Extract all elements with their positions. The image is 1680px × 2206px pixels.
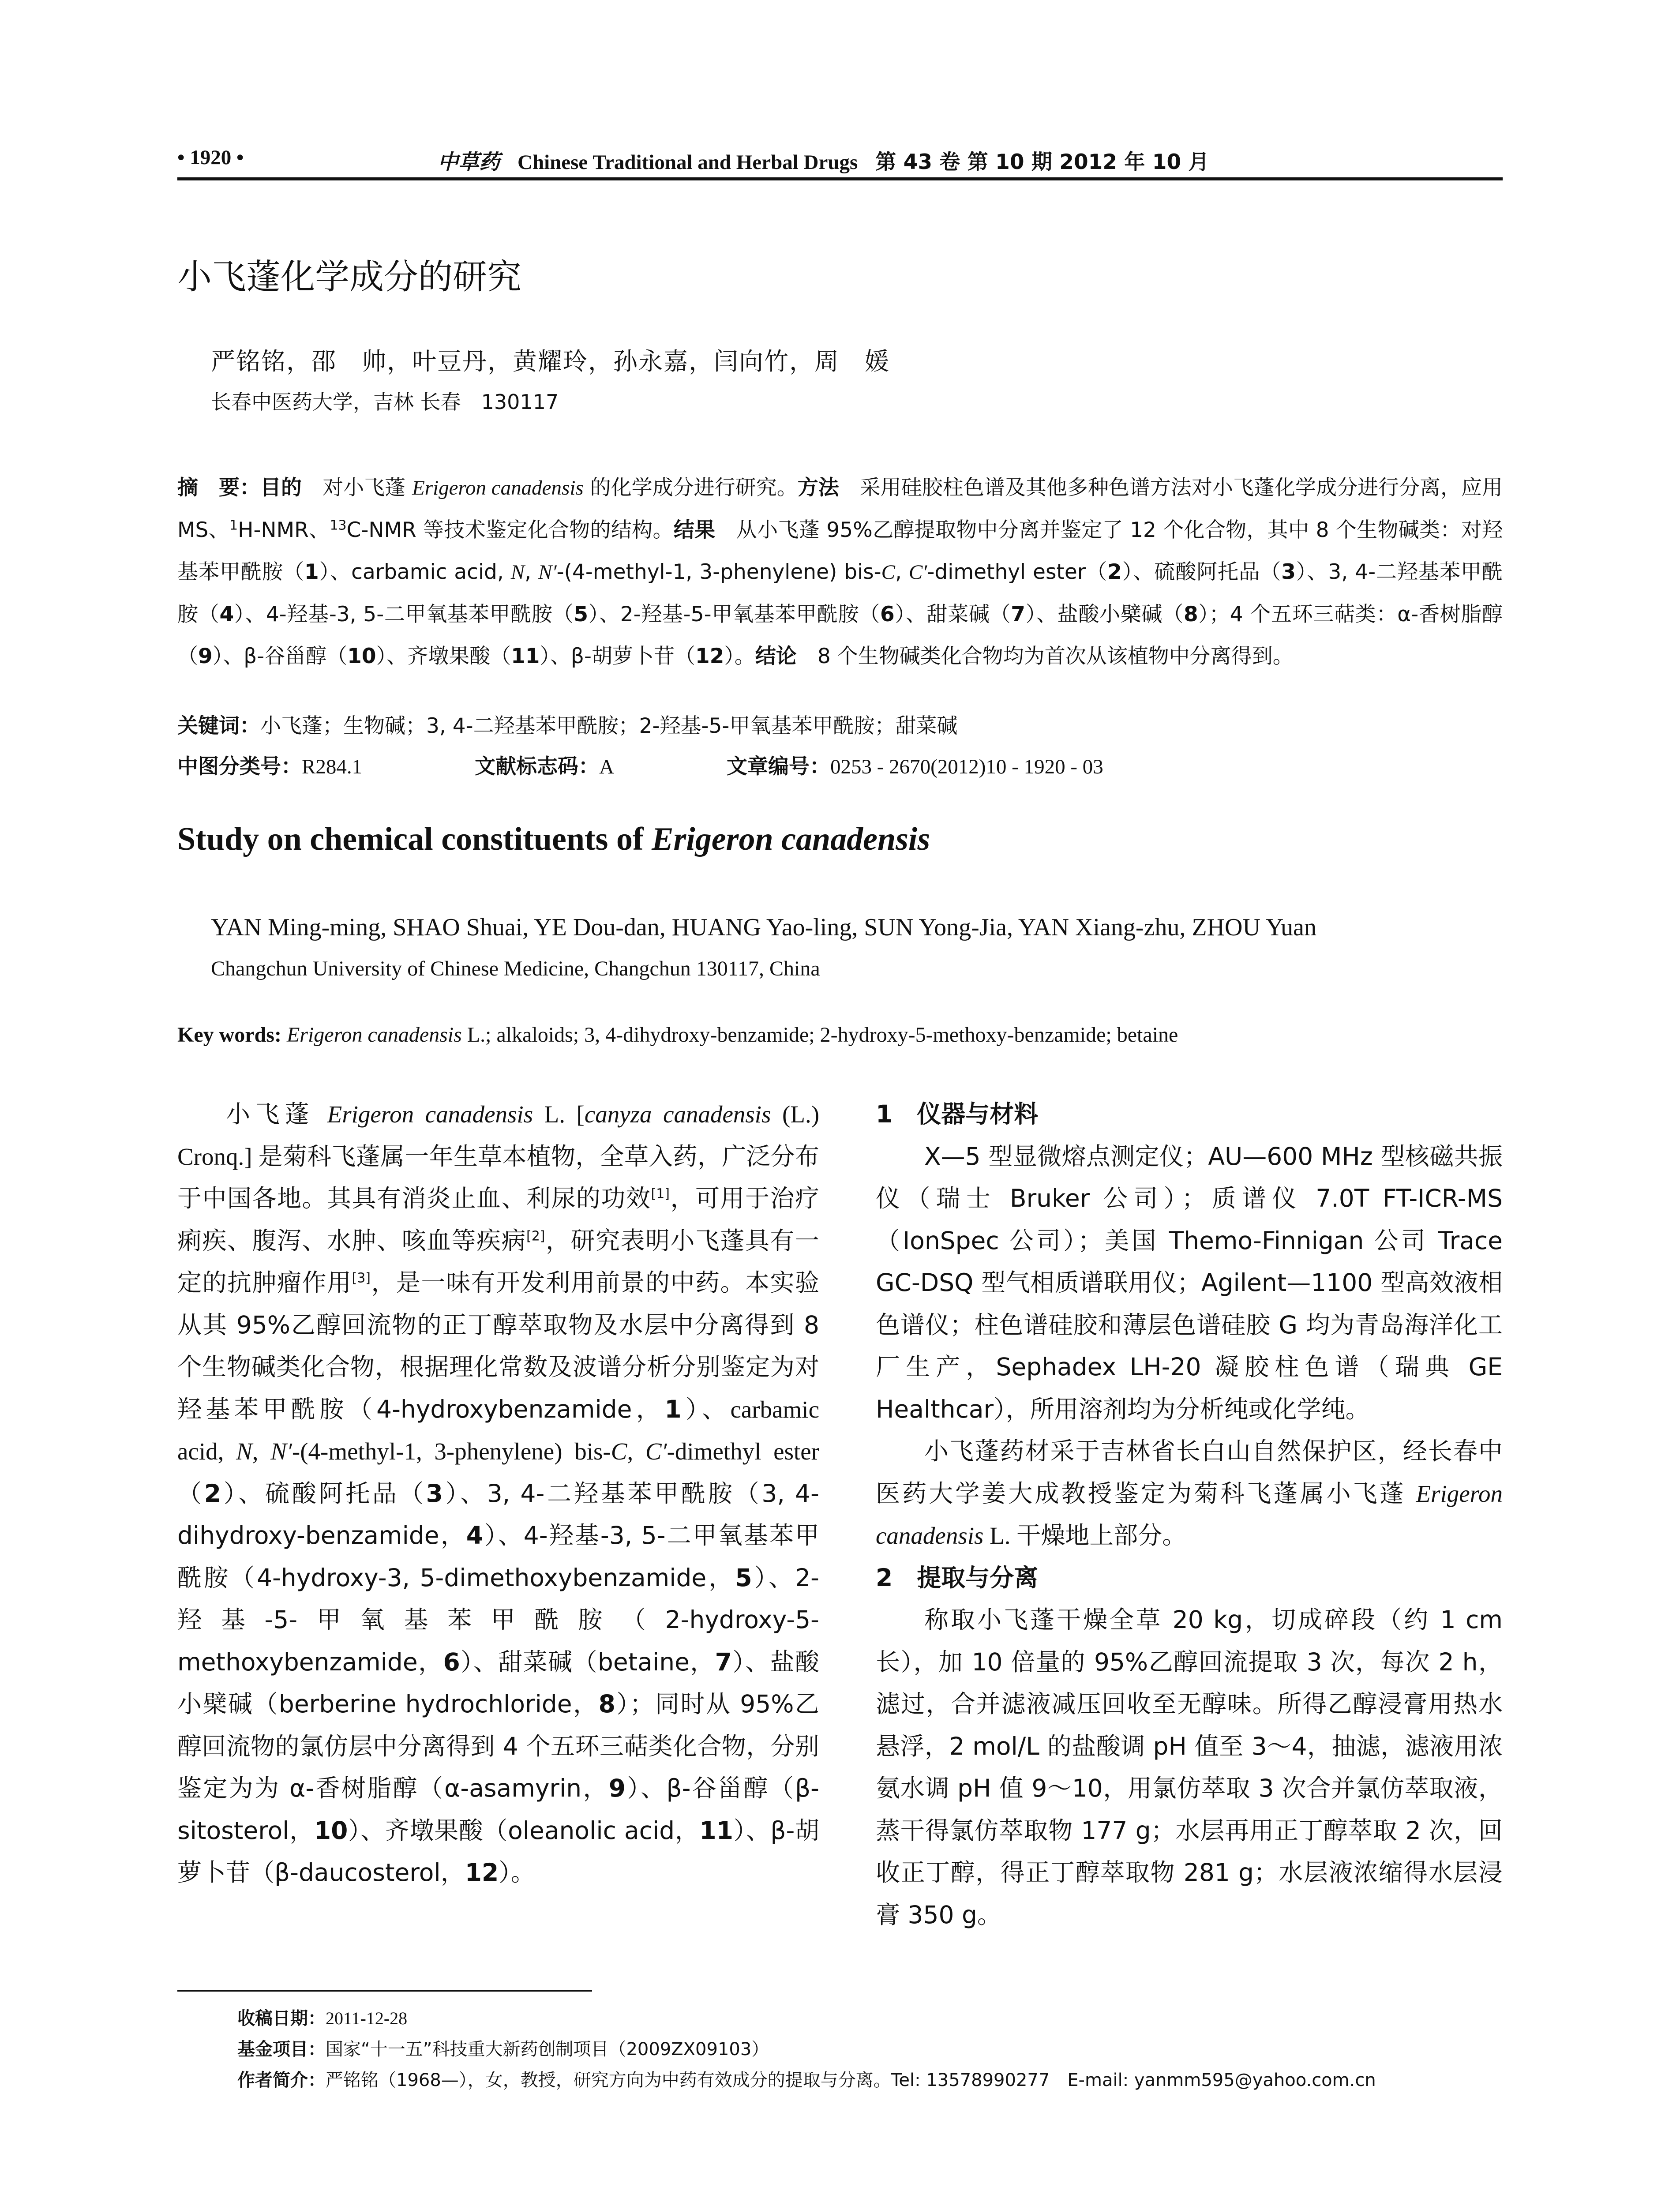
section-1-heading: 1 仪器与材料 — [876, 1100, 1039, 1128]
journal-name-cn: 中草药 — [438, 150, 500, 174]
footnote-rule — [177, 1990, 592, 1992]
doc-code: 文献标志码：A — [475, 754, 615, 779]
section-1-paragraph-1: X—5 型显微熔点测定仪；AU—600 MHz 型核磁共振仪（瑞士 Bruker 公司）；质谱仪 7.0T FT-ICR-MS（IonSpec 公司）；美国 Themo-Finnigan 公司 Trace GC-DSQ 型气相质谱联用仪；Agilent—1100 型高效液相色谱仪；柱色谱硅胶和薄层色谱硅胶 G 均为青岛海洋化工厂生产，Sephadex LH-20 凝胶柱色谱（瑞典 GE Healthcar），所用溶剂均为分析纯或化学纯。 — [876, 1142, 1503, 1423]
title-cn: 小飞蓬化学成分的研究 — [177, 257, 522, 297]
title-en: Study on chemical constituents of Erigeron canadensis — [177, 821, 930, 857]
body-column-left — [177, 1093, 819, 1894]
authors-cn: 严铭铭，邵 帅，叶豆丹，黄耀玲，孙永嘉，闫向竹，周 媛 — [211, 347, 890, 375]
keywords-en: Key words: Erigeron canadensis L.; alkaloids; 3, 4-dihydroxy-benzamide; 2-hydroxy-5-methoxy-benzamide; betaine — [177, 1023, 1178, 1047]
article-number: 文章编号：0253 - 2670(2012)10 - 1920 - 03 — [726, 754, 1103, 779]
section-2-paragraph-1: 称取小飞蓬干燥全草 20 kg，切成碎段（约 1 cm 长），加 10 倍量的 95%乙醇回流提取 3 次，每次 2 h，滤过，合并滤液减压回收至无醇味。所得乙醇浸膏用热水悬浮，2 mol/L 的盐酸调 pH 值至 3～4，抽滤，滤液用浓氨水调 pH 值 9～10，用氯仿萃取 3 次合并氯仿萃取液，蒸干得氯仿萃取物 177 g；水层再用正丁醇萃取 2 次，回收正丁醇，得正丁醇萃取物 281 g；水层液浓缩得水层浸膏 350 g。 — [876, 1606, 1503, 1929]
footnote-fund: 基金项目：国家“十一五”科技重大新药创制项目（2009ZX09103） — [237, 2039, 769, 2060]
authors-en: YAN Ming-ming, SHAO Shuai, YE Dou-dan, HUANG Yao-ling, SUN Yong-Jia, YAN Xiang-zhu, ZHOU Yuan — [211, 914, 1316, 941]
journal-name-en: Chinese Traditional and Herbal Drugs — [518, 151, 858, 174]
page-number: • 1920 • — [177, 146, 244, 169]
affiliation-cn: 长春中医药大学，吉林 长春 130117 — [211, 390, 559, 414]
intro-paragraph: 小飞蓬 Erigeron canadensis L. [canyza canadensis (L.) Cronq.] 是菊科飞蓬属一年生草本植物，全草入药，广泛分布于中国各地。其具有消炎止血、利尿的功效[1]，可用于治疗痢疾、腹泻、水肿、咳血等疾病[2]，研究表明小飞蓬具有一定的抗肿瘤作用[3]，是一味有开发利用前景的中药。本实验从其 95%乙醇回流物的正丁醇萃取物及水层中分离得到 8 个生物碱类化合物，根据理化常数及波谱分析分别鉴定为对羟基苯甲酰胺（4-hydroxybenzamide，1）、carbamic acid, N, N′-(4-methyl-1, 3-phenylene) bis-C, C′-dimethyl ester（2）、硫酸阿托品（3）、3, 4-二羟基苯甲酰胺（3, 4-dihydroxy-benzamide，4）、4-羟基-3, 5-二甲氧基苯甲酰胺（4-hydroxy-3, 5-dimethoxybenzamide，5）、2-羟基-5-甲氧基苯甲酰胺（2-hydroxy-5-methoxybenzamide，6）、甜菜碱（betaine，7）、盐酸小檗碱（berberine hydrochloride，8）；同时从 95%乙醇回流物的氯仿层中分离得到 4 个五环三萜类化合物，分别鉴定为为 α-香树脂醇（α-asamyrin，9）、β-谷甾醇（β-sitosterol，10）、齐墩果酸（oleanolic acid，11）、β-胡萝卜苷（β-daucosterol，12）。 — [177, 1100, 820, 1887]
body-column-right — [876, 1093, 1503, 1936]
footnotes — [237, 2003, 1376, 2096]
clc-code: 中图分类号：R284.1 — [177, 754, 363, 779]
affiliation-en: Changchun University of Chinese Medicine, Changchun 130117, China — [211, 957, 820, 980]
footnote-author: 作者简介：严铭铭（1968—），女，教授，研究方向为中药有效成分的提取与分离。Tel: 13578990277 E-mail: yanmm595@yahoo.com.cn — [237, 2070, 1376, 2090]
header-rule — [177, 177, 1503, 180]
abstract-cn: 摘 要：目的 对小飞蓬 Erigeron canadensis 的化学成分进行研究。方法 采用硅胶柱色谱及其他多种色谱方法对小飞蓬化学成分进行分离，应用 MS、$^1$H-NMR、$^{13}$C-NMR 等技术鉴定化合物的结构。结果 从小飞蓬 95%乙醇提取物中分离并鉴定了 12 个化合物，其中 8 个生物碱类：对羟基苯甲酰胺（1）、carbamic acid, N, N′-(4-methyl-1, 3-phenylene) bis-C, C′-dimethyl ester（2）、硫酸阿托品（3）、3, 4-二羟基苯甲酰胺（4）、4-羟基-3, 5-二甲氧基苯甲酰胺（5）、2-羟基-5-甲氧基苯甲酰胺（6）、甜菜碱（7）、盐酸小檗碱（8）；4 个五环三萜类：α-香树脂醇（9）、β-谷甾醇（10）、齐墩果酸（11）、β-胡萝卜苷（12）。结论 8 个生物碱类化合物均为首次从该植物中分离得到。 — [177, 476, 1503, 668]
running-header — [177, 138, 1503, 182]
classification-line — [177, 750, 1209, 780]
section-1-paragraph-2: 小飞蓬药材采于吉林省长白山自然保护区，经长春中医药大学姜大成教授鉴定为菊科飞蓬属小飞蓬 Erigeron canadensis L. 干燥地上部分。 — [876, 1437, 1503, 1549]
footnote-received: 收稿日期：2011-12-28 — [237, 2008, 408, 2029]
issue-info: 第 43 卷 第 10 期 2012 年 10 月 — [875, 150, 1209, 174]
abstract-label: 摘 要： — [177, 476, 261, 500]
section-2-heading: 2 提取与分离 — [876, 1563, 1039, 1592]
journal-info — [438, 146, 1209, 175]
keywords-cn: 关键词：小飞蓬；生物碱；3, 4-二羟基苯甲酰胺；2-羟基-5-甲氧基苯甲酰胺；甜菜碱 — [177, 714, 958, 738]
